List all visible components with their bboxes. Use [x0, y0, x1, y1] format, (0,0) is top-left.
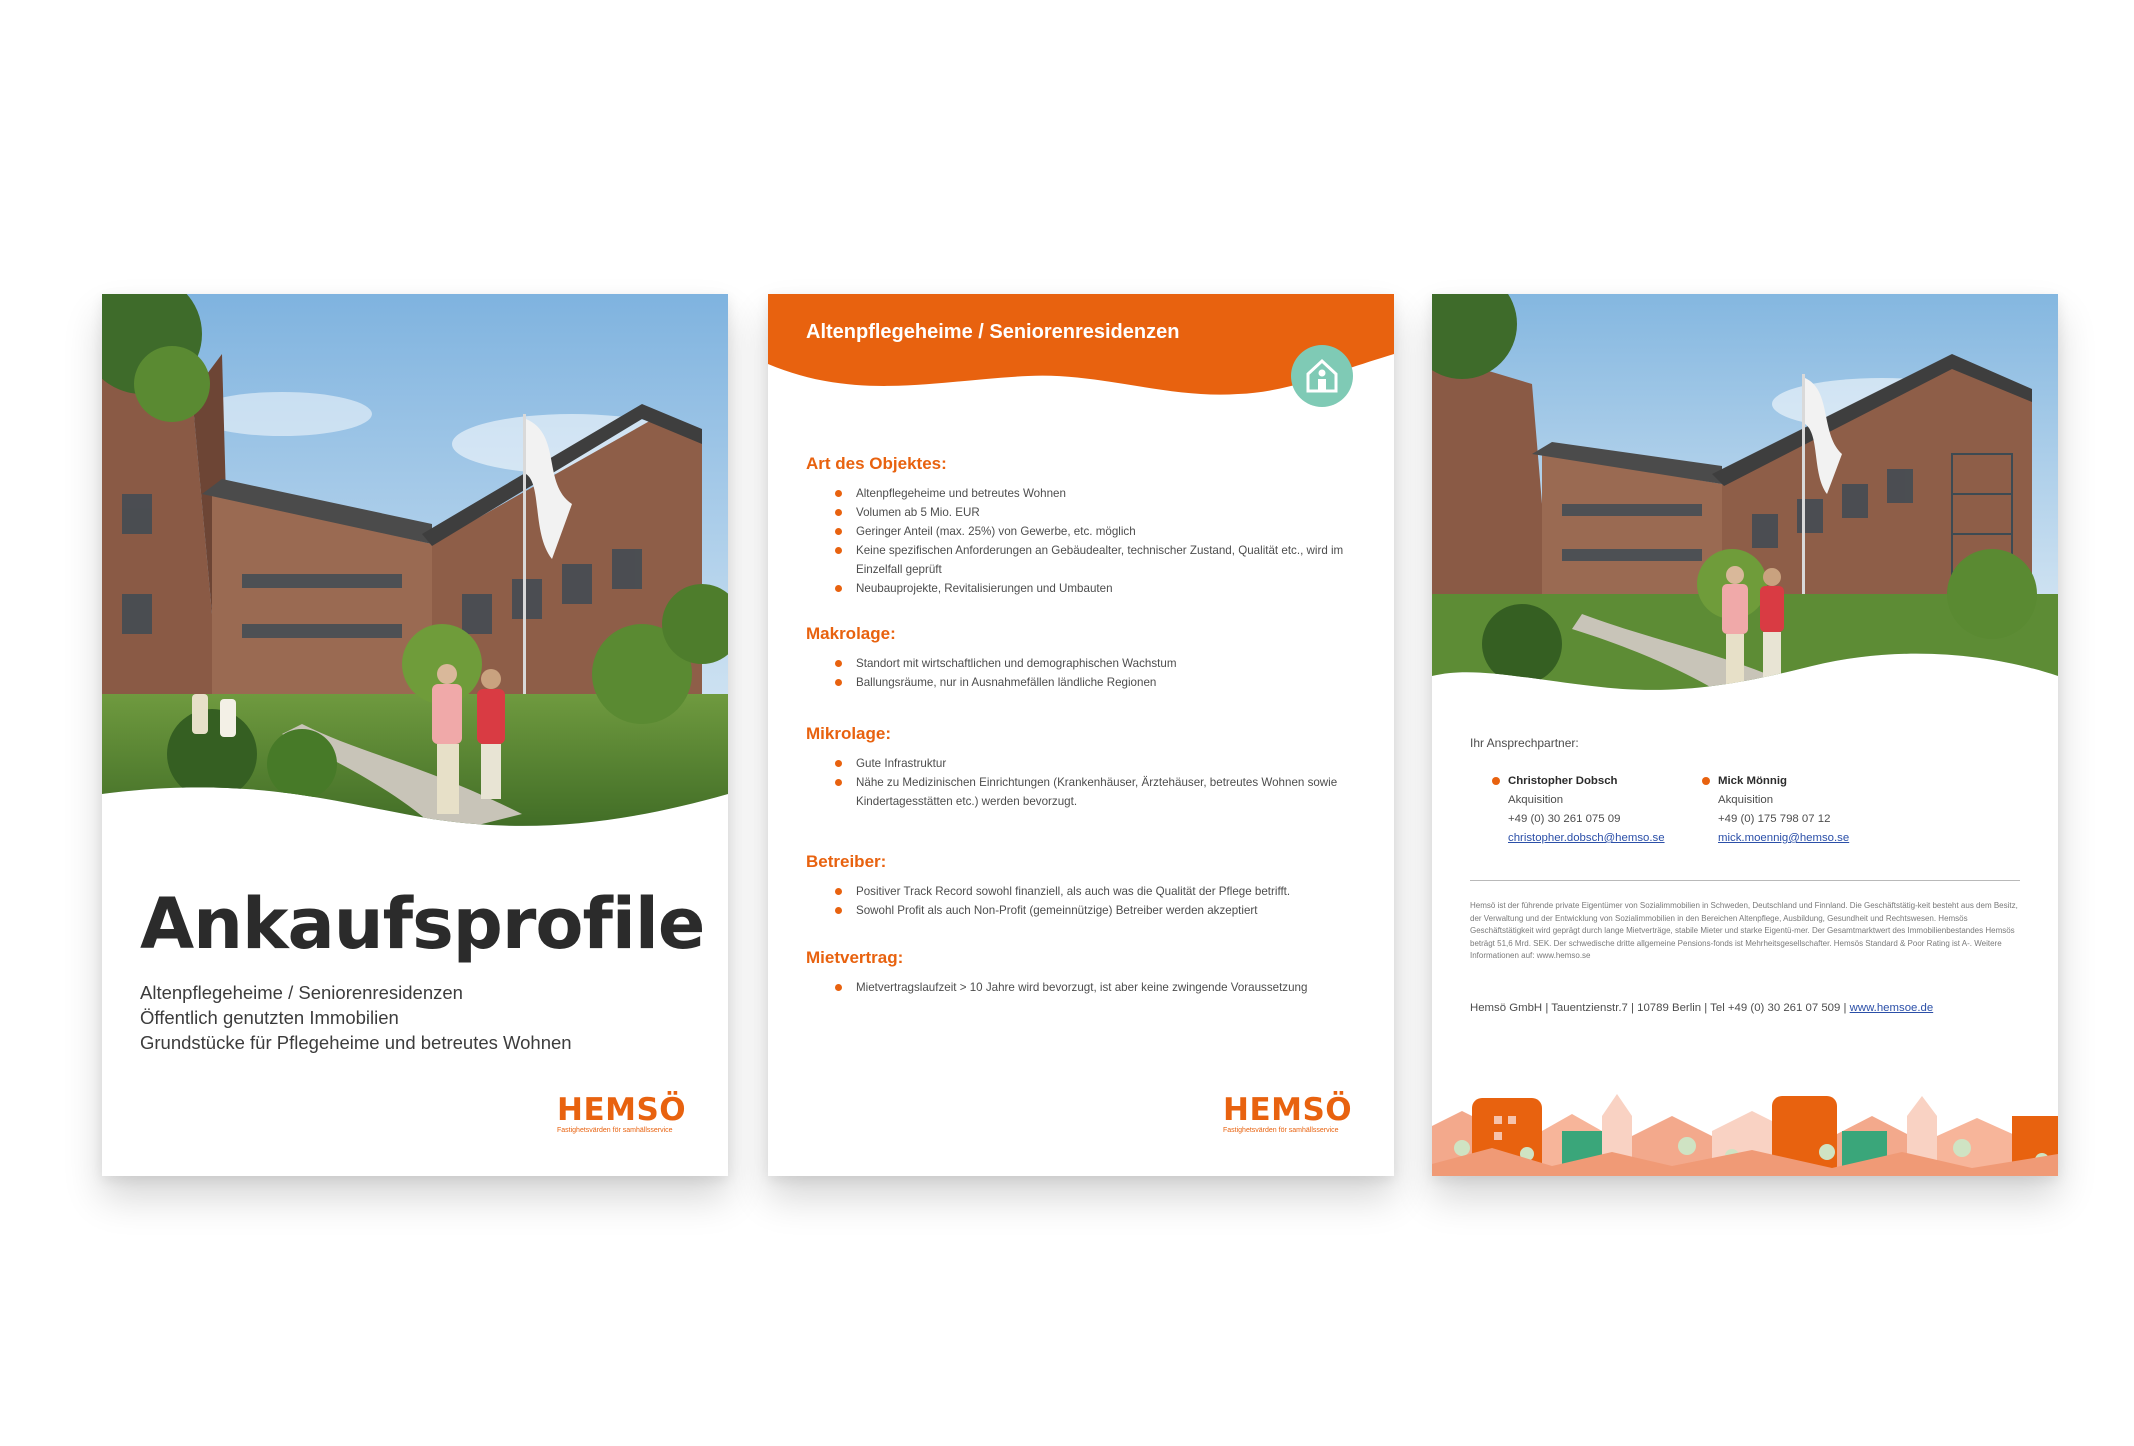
contact-card: [1718, 772, 1849, 848]
list-item: Nähe zu Medizinischen Einrichtungen (Krankenhäuser, Ärztehäuser, betreutes Wohnen sowie Kindertagesstätten etc.) werden bevorzugt.: [806, 773, 1366, 811]
list-item: Mietvertragslaufzeit > 10 Jahre wird bevorzugt, ist aber keine zwingende Voraussetzung: [806, 978, 1366, 997]
logo-wordmark: HEMSÖ: [557, 1092, 687, 1128]
list-item: Altenpflegeheime und betreutes Wohnen: [806, 484, 1366, 503]
profile-title: Altenpflegeheime / Seniorenresidenzen: [806, 321, 1180, 343]
list-item: Volumen ab 5 Mio. EUR: [806, 503, 1366, 522]
contact-role: Akquisition: [1718, 794, 1774, 806]
list-item: Neubauprojekte, Revitalisierungen und Umbauten: [806, 579, 1366, 598]
section-heading: Art des Objektes:: [806, 454, 947, 473]
section-heading: Mikrolage:: [806, 724, 892, 743]
contact-email-link[interactable]: christopher.dobsch@hemso.se: [1508, 832, 1665, 844]
list-item: Standort mit wirtschaftlichen und demographischen Wachstum: [806, 654, 1366, 673]
contact-label: Ihr Ansprechpartner:: [1470, 736, 1579, 750]
about-paragraph: Hemsö ist der führende private Eigentümer von Sozialimmobilien in Schweden, Deutschland und Finnland. Die Geschäftstätig-keit besteht aus dem Besitz, der Verwaltung und der Entwicklung von Sozialimmobilien in den Bereichen Altenpflege, Ausbildung, Gesundheit und Rechtswesen. Hemsös Geschäftstätigkeit wird geprägt durch lange Mietverträge, stabile Mieter und starke Eigentü-mer. Der Gesamtmarktwert des Immobilienbestandes Hemsös beträgt 51,6 Mrd. SEK. Der schwedische dritte allgemeine Pensions-fonds ist Mehrheitsgesellschafter. Hemsös Standard & Poor Rating ist A-. Weitere Informationen auf: www.hemso.se: [1470, 901, 2018, 960]
cover-line: Altenpflegeheime / Seniorenresidenzen: [140, 982, 463, 1003]
logo-tagline: Fastighetsvärden för samhällsservice: [557, 1127, 673, 1134]
section-betreiber: [806, 852, 1366, 920]
logo-wordmark: HEMSÖ: [1223, 1092, 1353, 1128]
section-mikrolage: [806, 724, 1366, 811]
cover-line: Öffentlich genutzten Immobilien: [140, 1007, 399, 1028]
divider: [1470, 880, 2020, 881]
contact-name: Mick Mönnig: [1718, 772, 1849, 791]
cover-subtitle-list: [140, 980, 572, 1055]
back-photo: [1432, 294, 2058, 714]
cover-photo: [102, 294, 728, 834]
footer-address: [1470, 1002, 1933, 1014]
list-item: Sowohl Profit als auch Non-Profit (gemeinnützige) Betreiber werden akzeptiert: [806, 901, 1366, 920]
hemso-logo: [557, 1094, 689, 1135]
section-mietvertrag: [806, 948, 1366, 997]
profile-page: [768, 294, 1394, 1176]
cover-page: [102, 294, 728, 1176]
contact-card: [1508, 772, 1665, 848]
list-item: Geringer Anteil (max. 25%) von Gewerbe, etc. möglich: [806, 522, 1366, 541]
section-art-des-objektes: [806, 454, 1366, 598]
person-house-icon: [1290, 344, 1354, 408]
section-heading: Mietvertrag:: [806, 948, 904, 967]
contact-name: Christopher Dobsch: [1508, 772, 1665, 791]
list-item: Gute Infrastruktur: [806, 754, 1366, 773]
hemso-logo: [1223, 1094, 1355, 1135]
logo-tagline: Fastighetsvärden för samhällsservice: [1223, 1127, 1339, 1134]
cover-title: Ankaufsprofile: [140, 883, 705, 965]
contact-email-link[interactable]: mick.moennig@hemso.se: [1718, 832, 1850, 844]
list-item: Positiver Track Record sowohl finanziell, als auch was die Qualität der Pflege betrifft.: [806, 882, 1366, 901]
contact-phone: +49 (0) 175 798 07 12: [1718, 813, 1831, 825]
contact-phone: +49 (0) 30 261 075 09: [1508, 813, 1621, 825]
list-item: Ballungsräume, nur in Ausnahmefällen ländliche Regionen: [806, 673, 1366, 692]
town-illustration: [1432, 1086, 2058, 1176]
cover-line: Grundstücke für Pflegeheime und betreutes Wohnen: [140, 1032, 572, 1053]
section-makrolage: [806, 624, 1366, 692]
list-item: Keine spezifischen Anforderungen an Gebäudealter, technischer Zustand, Qualität etc., wird im Einzelfall geprüft: [806, 541, 1366, 579]
footer-text: Hemsö GmbH | Tauentzienstr.7 | 10789 Berlin | Tel +49 (0) 30 261 07 509 |: [1470, 1002, 1850, 1014]
section-heading: Makrolage:: [806, 624, 896, 643]
contact-role: Akquisition: [1508, 794, 1564, 806]
section-heading: Betreiber:: [806, 852, 887, 871]
back-page: [1432, 294, 2058, 1176]
footer-website-link[interactable]: www.hemsoe.de: [1849, 1002, 1934, 1014]
